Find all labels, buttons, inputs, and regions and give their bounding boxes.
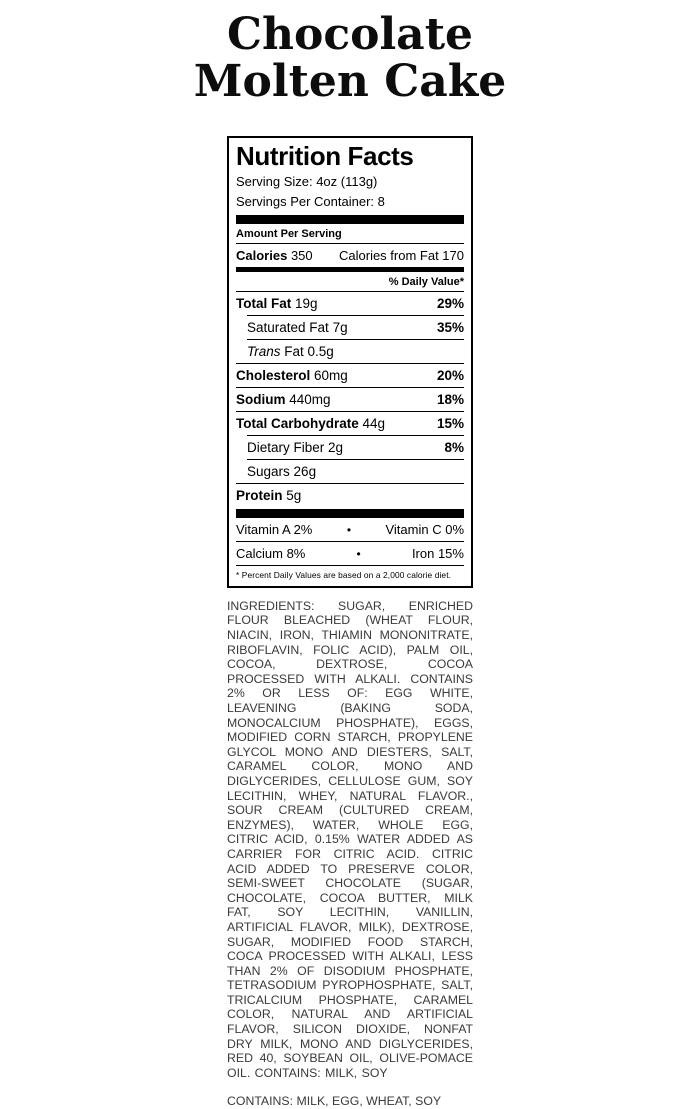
calories-from-fat: Calories from Fat 170 bbox=[339, 247, 464, 263]
allergen-statement: CONTAINS: MILK, EGG, WHEAT, SOY bbox=[227, 1094, 442, 1109]
nutrient-row-trans-fat: Trans Fat 0.5g bbox=[247, 343, 334, 359]
calories-row bbox=[236, 244, 464, 267]
vitamin-a: Vitamin A 2% bbox=[236, 521, 313, 537]
serving-size: Serving Size: 4oz (113g) bbox=[236, 173, 378, 189]
vitamin-c: Vitamin C 0% bbox=[385, 521, 464, 537]
dv-total-fat: 29% bbox=[436, 295, 464, 311]
dv-dietary-fiber: 8% bbox=[444, 439, 464, 455]
nutrient-row-dietary-fiber: Dietary Fiber 2g 8% bbox=[247, 439, 464, 455]
nutrient-row-sugars: Sugars 26g bbox=[247, 463, 317, 479]
daily-value-footnote: * Percent Daily Values are based on a 2,000 calorie diet. bbox=[236, 565, 464, 582]
product-title-line2: Molten Cake bbox=[193, 55, 507, 107]
iron: Iron 15% bbox=[411, 545, 464, 561]
nutrient-row-sodium: Sodium 440mg 18% bbox=[236, 391, 464, 407]
product-title-line1: Chocolate bbox=[226, 9, 474, 60]
ingredients-text: INGREDIENTS: SUGAR, ENRICHED FLOUR BLEACHED (WHEAT FLOUR, NIACIN, IRON, THIAMIN MONONITRATE, RIBOFLAVIN, FOLIC ACID), PALM OIL, COCOA, DEXTROSE, COCOA PROCESSED WITH ALKALI. CONTAINS 2% OR LESS OF: EGG WHITE, LEAVENING (BAKING SODA, MONOCALCIUM PHOSPHATE), EGGS, MODIFIED CORN STARCH, PROPYLENE GLYCOL MONO AND DIESTERS, SALT, CARAMEL COLOR, MONO AND DIGLYCERIDES, CELLULOSE GUM, SOY LECITHIN, WHEY, NATURAL FLAVOR., SOUR CREAM (CULTURED CREAM, ENZYMES), WATER, WHOLE EGG, CITRIC ACID, 0.15% WATER ADDED AS CARRIER FOR CITRIC ACID. CITRIC ACID ADDED TO PRESERVE COLOR, SEMI-SWEET CHOCOLATE (SUGAR, CHOCOLATE, COCOA BUTTER, MILK FAT, SOY LECITHIN, VANILLIN, ARTIFICIAL FLAVOR, MILK), DEXTROSE, SUGAR, MODIFIED FOOD STARCH, COCA PROCESSED WITH ALKALI, LESS THAN 2% OF DISODIUM PHOSPHATE, TETRASODIUM PYROPHOSPHATE, SALT, TRICALCIUM PHOSPHATE, CARAMEL COLOR, NATURAL AND ARTIFICIAL FLAVOR, SILICON DIOXIDE, NONFAT DRY MILK, MONO AND DIGLYCERIDES, RED 40, SOYBEAN OIL, OLIVE-POMACE OIL. CONTAINS: MILK, SOY bbox=[227, 598, 473, 1080]
dv-total-carbohydrate: 15% bbox=[436, 415, 464, 431]
servings-per-container: Servings Per Container: 8 bbox=[236, 193, 385, 209]
product-title bbox=[0, 9, 700, 107]
amount-per-serving-label: Amount Per Serving bbox=[236, 224, 464, 244]
bullet-separator: • bbox=[356, 546, 361, 561]
daily-value-header: % Daily Value* bbox=[236, 272, 464, 292]
dv-sodium: 18% bbox=[436, 391, 464, 407]
divider-thick bbox=[236, 215, 464, 224]
dv-saturated-fat: 35% bbox=[436, 319, 464, 335]
bullet-separator: • bbox=[346, 522, 352, 537]
nutrient-row-total-fat: Total Fat 19g 29% bbox=[236, 295, 464, 311]
nutrition-facts-label bbox=[227, 136, 473, 588]
nutrient-row-saturated-fat: Saturated Fat 7g 35% bbox=[247, 319, 464, 335]
nutrition-facts-heading: Nutrition Facts bbox=[236, 141, 414, 172]
calories-value: Calories 350 bbox=[236, 247, 313, 263]
divider-thick bbox=[236, 509, 464, 518]
nutrient-row-cholesterol: Cholesterol 60mg 20% bbox=[236, 367, 464, 383]
calcium: Calcium 8% bbox=[236, 545, 306, 561]
micronutrient-row-vitamins bbox=[236, 518, 464, 541]
micronutrient-row-minerals bbox=[236, 542, 464, 565]
nutrient-row-protein: Protein 5g bbox=[236, 487, 302, 503]
nutrient-row-total-carbohydrate: Total Carbohydrate 44g 15% bbox=[236, 415, 464, 431]
dv-cholesterol: 20% bbox=[436, 367, 464, 383]
